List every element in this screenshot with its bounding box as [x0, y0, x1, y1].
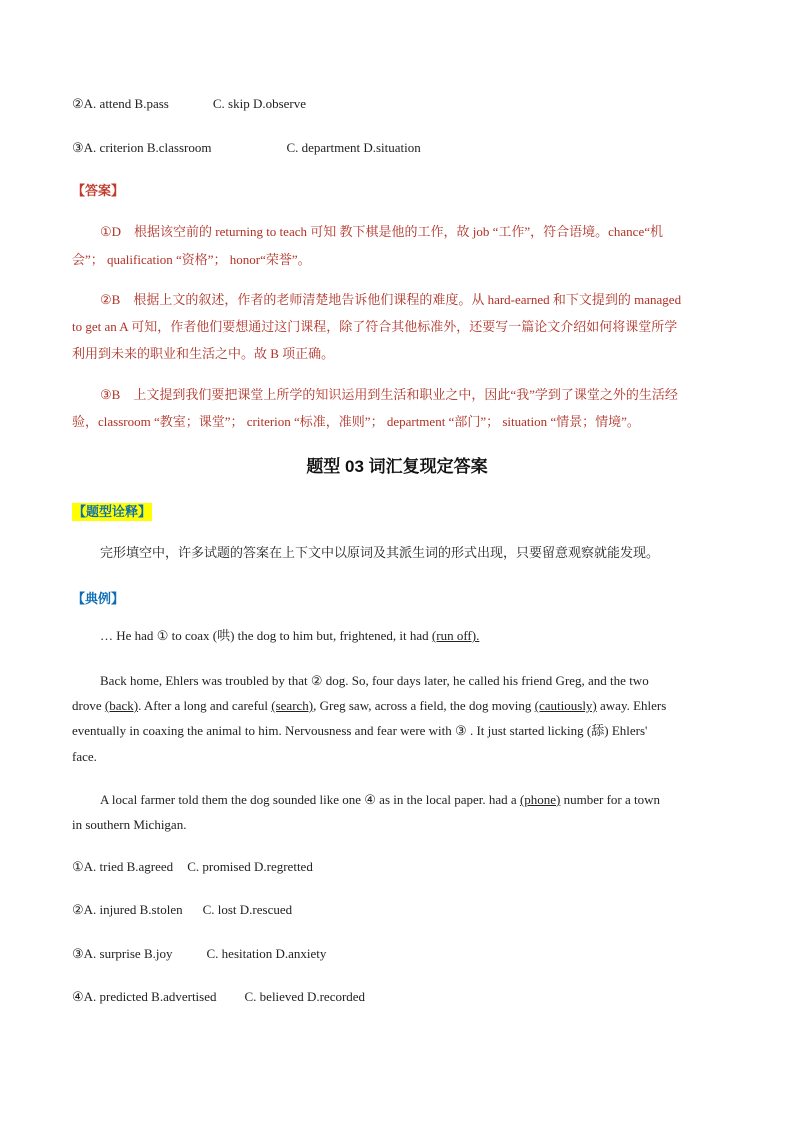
option-a-b: A. attend B.pass: [83, 96, 169, 111]
blank-number: ②: [310, 673, 323, 688]
option-number: ③: [72, 140, 84, 155]
option-c-d: C. skip D.observe: [212, 96, 307, 111]
answer-1-line-2: 会”； qualification “资格”； honor“荣誉”。: [72, 252, 311, 267]
underlined-word: (cautiously): [534, 698, 597, 713]
answer-label: 【答案】: [72, 183, 125, 198]
option-number: ②: [72, 96, 84, 111]
answer-2-line-1: ②B 根据上文的叙述，作者的老师清楚地告诉他们课程的难度。从 hard-earned 和下文提到的 managed: [100, 292, 682, 307]
option-line-q3-bottom: [72, 945, 326, 963]
option-line-q2: [72, 95, 306, 113]
option-a-b: A. predicted B.advertised: [83, 989, 217, 1004]
option-a-b: A. tried B.agreed: [83, 859, 174, 874]
underlined-word: (search): [271, 698, 314, 713]
blank-number: ①: [156, 628, 169, 643]
blank-number: ③: [455, 723, 467, 738]
passage-line-3: drove (back). After a long and careful (search), Greg saw, across a field, the dog moving (cautiously) away. Ehlers: [72, 698, 667, 713]
passage-line-2: Back home, Ehlers was troubled by that ② dog. So, four days later, he called his friend Greg, and the two: [100, 673, 649, 688]
option-a-b: A. criterion B.classroom: [83, 140, 212, 155]
option-c-d: C. lost D.rescued: [202, 902, 293, 917]
type-label: 【题型诠释】: [73, 504, 152, 519]
option-number: ④: [72, 989, 84, 1004]
passage-line-7: in southern Michigan.: [72, 817, 187, 832]
option-a-b: A. surprise B.joy: [83, 946, 173, 961]
passage-line-4: eventually in coaxing the animal to him. Nervousness and fear were with ③ . It just started licking (舔) Ehlers': [72, 723, 648, 738]
option-c-d: C. department D.situation: [286, 140, 421, 155]
option-number: ③: [72, 946, 84, 961]
underlined-word: (back): [104, 698, 139, 713]
answer-2-line-2: to get an A 可知，作者他们要想通过这门课程，除了符合其他标准外，还要写一篇论文介绍如何将课堂所学: [72, 319, 678, 334]
answer-1-line-1: ①D 根据该空前的 returning to teach 可知 教下棋是他的工作，故 job “工作”，符合语境。chance“机: [100, 224, 663, 239]
option-a-b: A. injured B.stolen: [83, 902, 183, 917]
option-line-q3: [72, 139, 421, 157]
option-line-q4-bottom: [72, 988, 365, 1006]
option-number: ②: [72, 902, 84, 917]
example-label: 【典例】: [72, 591, 125, 606]
underlined-word: (run off): [431, 628, 477, 643]
passage-line-1: … He had ① to coax (哄) the dog to him but, frightened, it had (run off).: [100, 628, 480, 643]
option-line-q2-bottom: [72, 901, 292, 919]
passage-line-6: A local farmer told them the dog sounded like one ④ as in the local paper. had a (phone) number for a town: [100, 792, 661, 807]
answer-2-line-3: 利用到未来的职业和生活之中。故 B 项正确。: [72, 346, 335, 361]
option-number: ①: [72, 859, 84, 874]
answer-3-line-2: 验，classroom “教室；课堂”； criterion “标准，准则”； department “部门”； situation “情景；情境”。: [72, 414, 640, 429]
section-title: 题型 03 词汇复现定答案: [306, 457, 488, 476]
type-description: 完形填空中，许多试题的答案在上下文中以原词及其派生词的形式出现，只要留意观察就能发现。: [100, 545, 660, 560]
blank-number: ④: [364, 792, 376, 807]
passage-line-5: face.: [72, 749, 97, 764]
underlined-word: (phone): [519, 792, 561, 807]
option-c-d: C. promised D.regretted: [187, 859, 313, 874]
option-c-d: C. believed D.recorded: [244, 989, 366, 1004]
answer-3-line-1: ③B 上文提到我们要把课堂上所学的知识运用到生活和职业之中，因此“我”学到了课堂之外的生活经: [100, 387, 678, 402]
option-line-q1: [72, 858, 313, 876]
option-c-d: C. hesitation D.anxiety: [206, 946, 327, 961]
